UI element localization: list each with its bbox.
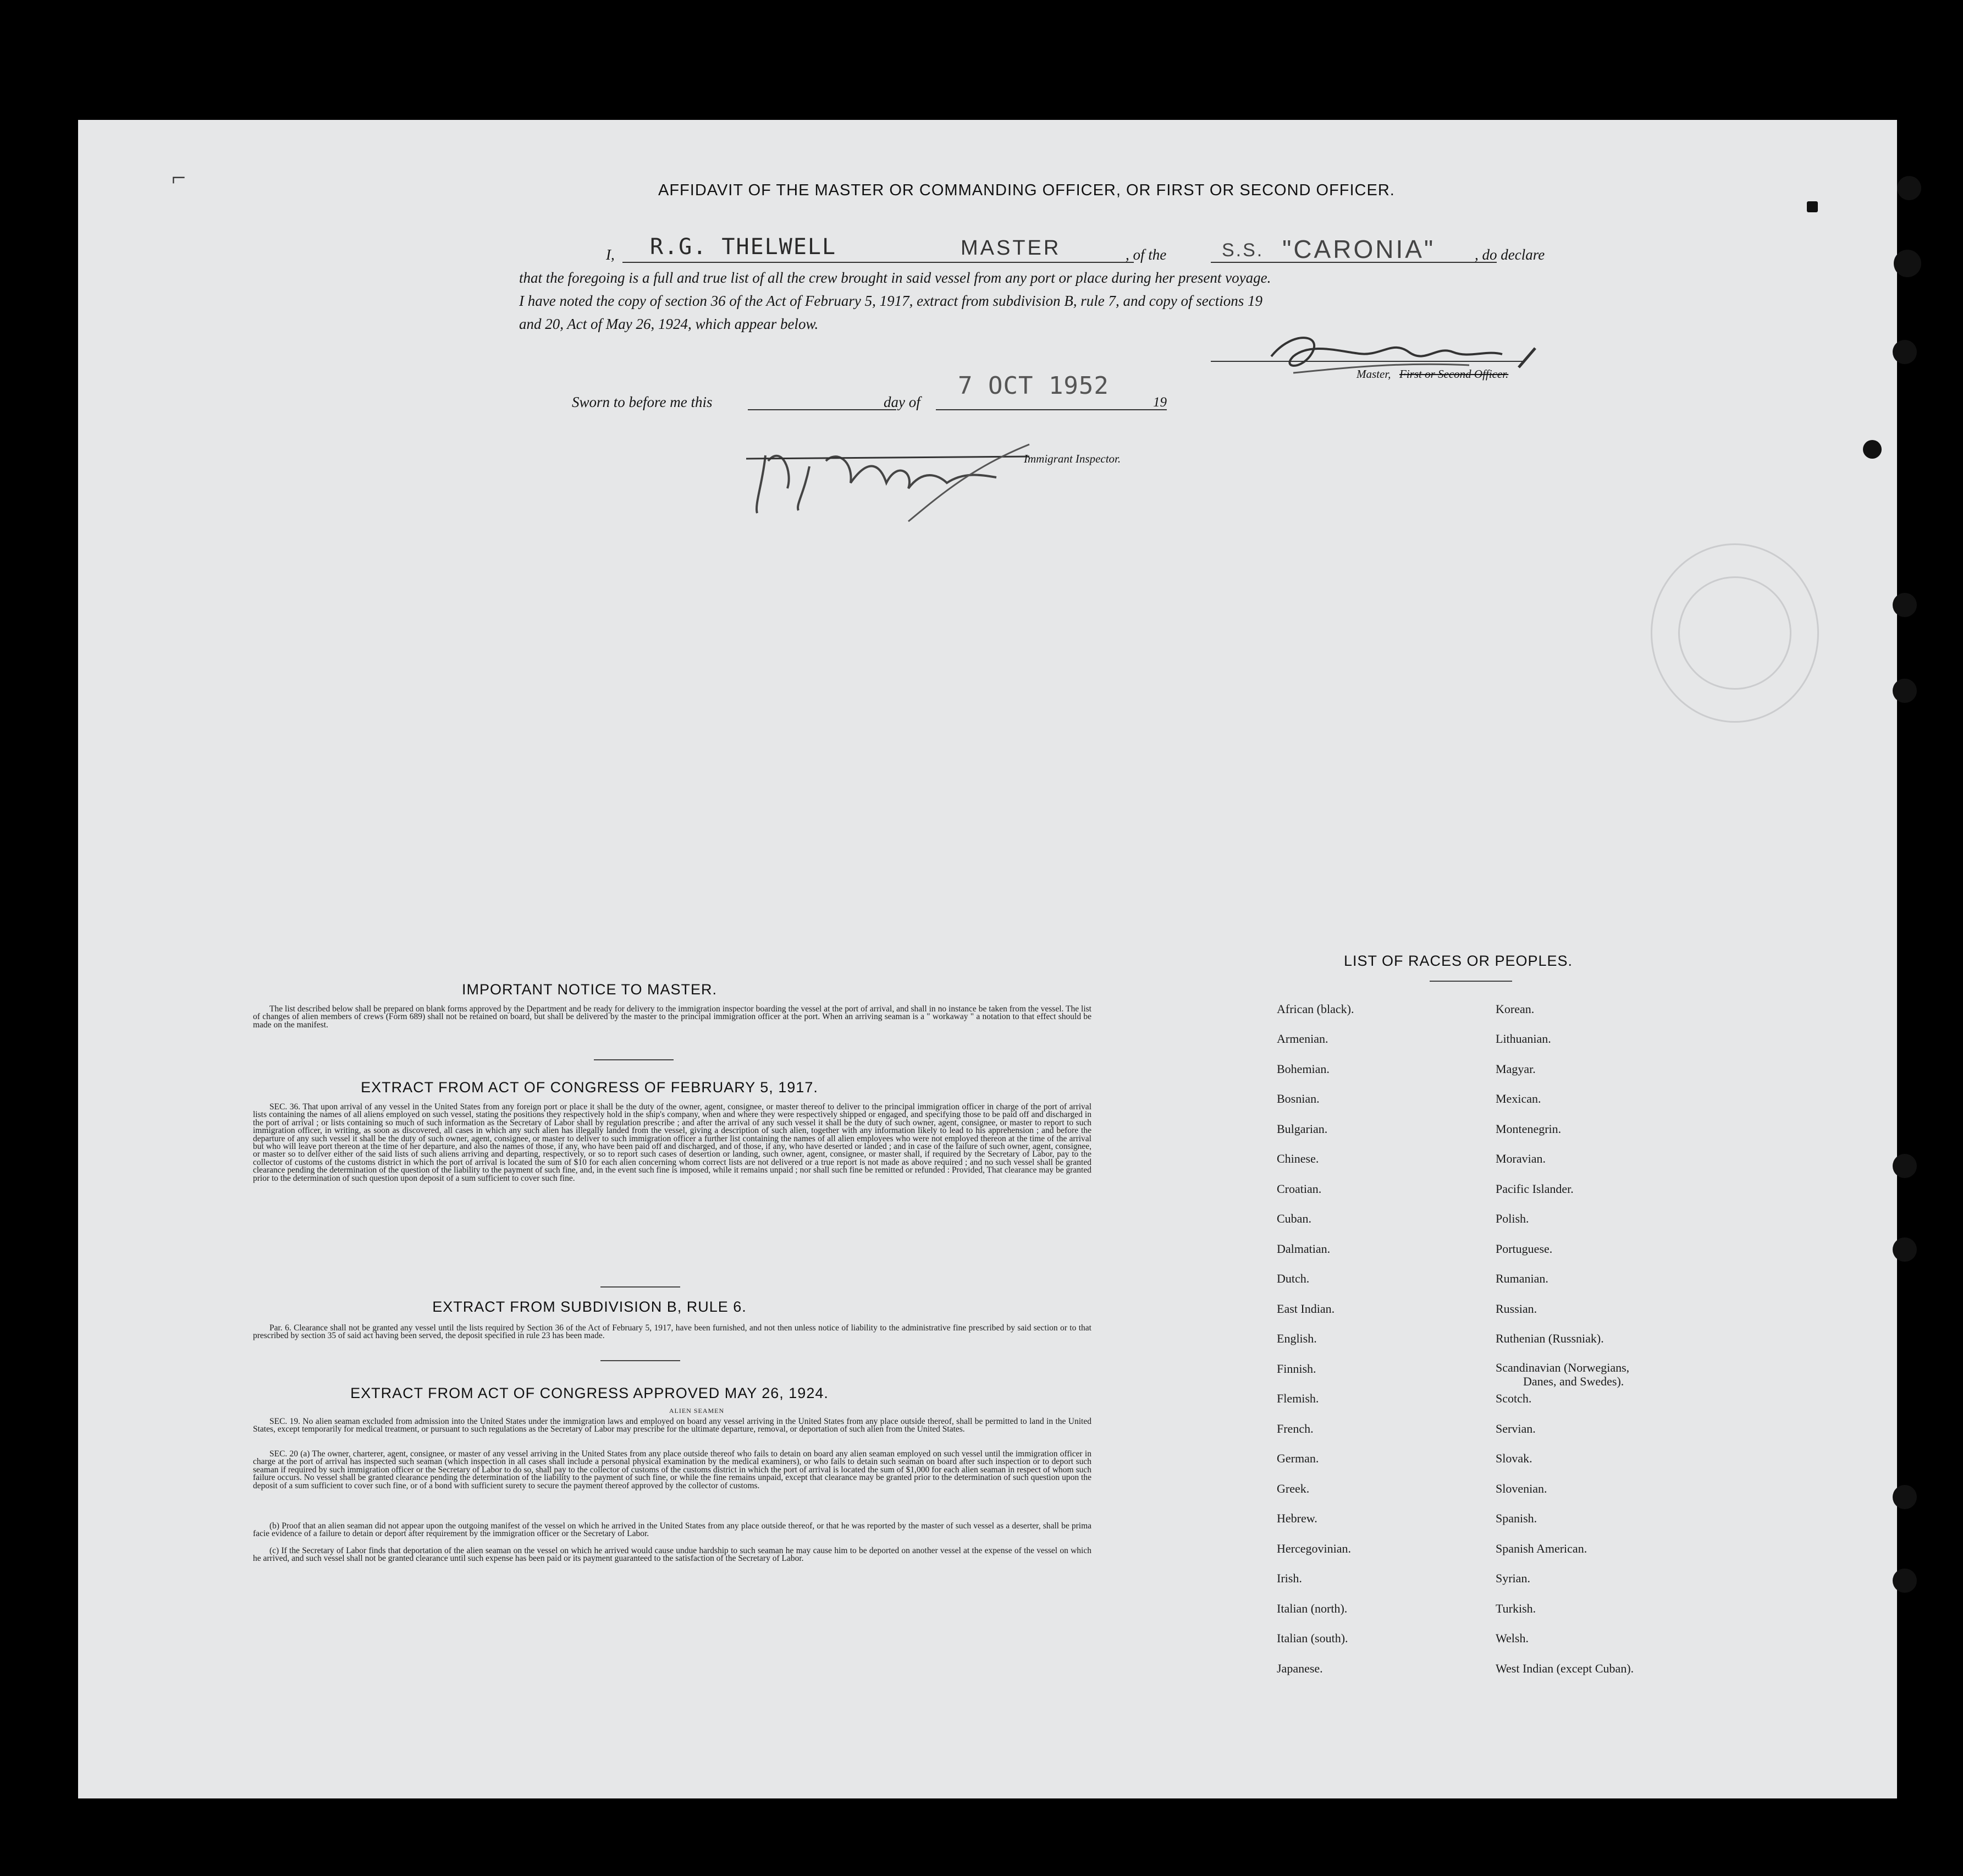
race-item: Dalmatian. [1277, 1242, 1331, 1256]
inspector-signature [743, 411, 1051, 527]
affidavit-title: AFFIDAVIT OF THE MASTER OR COMMANDING OFFICER, OR FIRST OR SECOND OFFICER. [658, 181, 1395, 199]
officer-name: R.G. THELWELL [650, 234, 837, 260]
inspector-caption: Immigrant Inspector. [1024, 452, 1121, 465]
punch-hole [1893, 1569, 1917, 1593]
affidavit-line2: that the foregoing is a full and true list of all the crew brought in said vessel from any port or place during her present voyage. [519, 269, 1271, 286]
race-item: Bosnian. [1277, 1092, 1320, 1105]
affidavit-line1-prefix: I, [606, 246, 615, 263]
extract-1924-para-19: SEC. 19. No alien seaman excluded from admission into the United States under the immigration laws and employed on board any vessel arriving in the United States from any place outside thereof, shall be permitted to land in the United States, except temporarily for medical treatment, or pursuant to such regulations as the Secretary of Labor may prescribe for the ultimate departure, removal, or deportation of such alien from the United States. [253, 1417, 1091, 1434]
race-item: Montenegrin. [1496, 1122, 1562, 1136]
race-item: Bulgarian. [1277, 1122, 1328, 1136]
race-item: Mexican. [1496, 1092, 1541, 1105]
extract-1917-title: EXTRACT FROM ACT OF CONGRESS OF FEBRUARY 5, 1917. [361, 1079, 818, 1096]
race-item: Cuban. [1277, 1212, 1311, 1225]
race-item: Slovak. [1496, 1451, 1532, 1465]
race-item: Japanese. [1277, 1662, 1323, 1675]
extract-1924-title: EXTRACT FROM ACT OF CONGRESS APPROVED MAY 26, 1924. [350, 1385, 829, 1401]
affidavit-of-the: , of the [1126, 246, 1167, 263]
extract-1917-divider [600, 1286, 680, 1288]
document-page [78, 120, 1897, 1798]
extract-1924-para-20b: (b) Proof that an alien seaman did not appear upon the outgoing manifest of the vessel on which he arrived in the United States from any place outside thereof, or that he was reported by the master of such vessel as a deserter, shall be prima facie evidence of a failure to detain or deport after requirement by the immigration officer or the Secretary of Labor. [253, 1521, 1091, 1539]
master-signature-line [1211, 361, 1524, 362]
race-item: Ruthenian (Russniak). [1496, 1332, 1604, 1345]
sworn-month-line [936, 409, 1167, 410]
officer-name-line [622, 262, 1134, 263]
race-item: Finnish. [1277, 1362, 1316, 1376]
race-item: West Indian (except Cuban). [1496, 1662, 1634, 1675]
race-item: Croatian. [1277, 1182, 1322, 1196]
extract-1924-para-20a: SEC. 20 (a) The owner, charterer, agent, consignee, or master of any vessel arriving in the United States from any place outside thereof who fails to detain on board any alien seaman employed on such vessel until the immigration officer in charge at the port of arrival has inspected such seaman (which inspection in all cases shall include a personal physical examination by the medical examiners), or who fails to detain such seaman on board after such inspection or to deport such seaman if required by such immigration officer or the Secretary of Labor to do so, shall pay to the collector of customs of the customs district in which the port of arrival is located the sum of $1,000 for each alien seaman in respect of whom such failure occurs. No vessel shall be granted clearance pending the determination of the liability to the payment of such fine, or while the fine remains unpaid, except that clearance may be granted prior to the determination of such question upon the deposit of a sum sufficient to cover such fine, or of a bond with sufficient surety to secure the payment thereof approved by the collector of customs. [253, 1449, 1091, 1490]
punch-hole [1863, 440, 1882, 459]
punch-hole [1893, 1154, 1917, 1178]
punch-hole-small [1807, 201, 1818, 212]
race-item: Korean. [1496, 1002, 1535, 1016]
race-item: Syrian. [1496, 1571, 1530, 1585]
sworn-year: 19 [1153, 395, 1167, 410]
race-item: Rumanian. [1496, 1272, 1548, 1285]
race-item: French. [1277, 1422, 1314, 1435]
affidavit-line4: and 20, Act of May 26, 1924, which appear below. [519, 316, 819, 332]
race-item: Hebrew. [1277, 1511, 1317, 1525]
punch-hole [1894, 250, 1921, 277]
subdivision-b-divider [600, 1360, 680, 1361]
races-divider [1430, 981, 1512, 982]
race-item: Spanish. [1496, 1511, 1537, 1525]
extract-1924-subtitle: ALIEN SEAMEN [669, 1407, 725, 1415]
race-item: German. [1277, 1451, 1319, 1465]
race-item: Flemish. [1277, 1391, 1319, 1405]
affidavit-do-declare: , do declare [1475, 246, 1545, 263]
races-title: LIST OF RACES OR PEOPLES. [1343, 953, 1573, 969]
officer-rank: MASTER [961, 236, 1061, 260]
race-item-continuation: Danes, and Swedes). [1523, 1374, 1624, 1388]
affidavit-line3: I have noted the copy of section 36 of the Act of February 5, 1917, extract from subdivision B, rule 7, and copy of sections 19 [519, 293, 1262, 309]
race-item: Spanish American. [1496, 1542, 1587, 1555]
subdivision-b-body: Par. 6. Clearance shall not be granted any vessel until the lists required by Section 36 of the Act of February 5, 1917, have been furnished, and not then unless notice of liability to the administrative fine prescribed by said section or to that prescribed by section 35 of said act having been served, the deposit specified in rule 23 has been made. [253, 1323, 1091, 1341]
race-item: Magyar. [1496, 1062, 1536, 1076]
punch-hole [1893, 340, 1917, 364]
race-item: Servian. [1496, 1422, 1536, 1435]
extract-1917-body: SEC. 36. That upon arrival of any vessel in the United States from any foreign port or place it shall be the duty of the owner, agent, consignee, or master thereof to deliver to the principal immigration officer in charge of the port of arrival lists containing the names of all aliens employed on such vessel, stating the positions they respectively hold in the ship's company, when and where they were respectively shipped or engaged, and specifying those to be paid off and discharged in the port of arrival ; or lists containing so much of such information as the Secretary of Labor shall by regulation prescribe ; and after the arrival of any such vessel it shall be the duty of such owner, agent, consignee, or master to report to such immigration officer, in writing, as soon as discovered, all cases in which any such alien has illegally landed from the vessel, giving a description of such alien, together with any information likely to lead to his apprehension ; and before the departure of any such vessel it shall be the duty of such owner, agent, consignee, or master to deliver to such immigration officer a further list containing the names of all alien employees who were not employed thereon at the time of the arrival but who will leave port thereon at the time of her departure, and also the names of those, if any, who have been paid off and discharged, and of those, if any, who have deserted or landed ; and in case of the failure of such owner, agent, consignee, or master so to deliver either of the said lists of such aliens arriving and departing, respectively, or so to report such cases of desertion or landing, such owner, agent, consignee, or master shall, if required by the Secretary of Labor, pay to the collector of customs of the customs district in which the port of arrival is located the sum of $10 for each alien concerning whom correct lists are not delivered or a true report is not made as above required ; and no such vessel shall be granted clearance pending the determination of the question of the liability to the payment of such fine, and, in the event such fine is imposed, while it remains unpaid ; nor shall such fine be remitted or refunded : Provided, That clearance may be granted prior to the determination of such question upon deposit of a sum sufficient to cover such fine. [253, 1102, 1091, 1183]
race-item: African (black). [1277, 1002, 1354, 1016]
notice-body: The list described below shall be prepared on blank forms approved by the Department and be ready for delivery to the immigration inspector boarding the vessel at the port of arrival, and shall in no instance be taken from the vessel. The list of changes of alien members of crews (Form 689) shall not be retained on board, but shall be delivered by the master to the principal immigration officer at the port. When an arriving seaman is a " workaway " a notation to that effect should be made on the manifest. [253, 1004, 1091, 1030]
race-item: Slovenian. [1496, 1482, 1547, 1495]
race-item: Irish. [1277, 1571, 1302, 1585]
race-item: Bohemian. [1277, 1062, 1330, 1076]
master-caption-b: First or Second Officer. [1399, 367, 1509, 381]
ship-name-line [1211, 262, 1497, 263]
sworn-day-of: day of [884, 394, 920, 410]
race-item: Moravian. [1496, 1152, 1546, 1165]
race-item: Dutch. [1277, 1272, 1310, 1285]
subdivision-b-title: EXTRACT FROM SUBDIVISION B, RULE 6. [432, 1299, 747, 1315]
punch-hole [1897, 176, 1921, 200]
race-item: Italian (north). [1277, 1602, 1348, 1615]
race-item: Hercegovinian. [1277, 1542, 1351, 1555]
punch-hole [1893, 679, 1917, 703]
race-item: Pacific Islander. [1496, 1182, 1574, 1196]
race-item: Russian. [1496, 1302, 1537, 1316]
race-item: Italian (south). [1277, 1631, 1348, 1645]
sworn-date-stamp: 7 OCT 1952 [958, 372, 1109, 400]
race-item: Greek. [1277, 1482, 1310, 1495]
race-item: Chinese. [1277, 1152, 1319, 1165]
page-corner-mark: ⌐ [172, 163, 186, 191]
notice-title: IMPORTANT NOTICE TO MASTER. [461, 981, 718, 998]
race-item: English. [1277, 1332, 1317, 1345]
punch-hole [1893, 1485, 1917, 1509]
ship-prefix: S.S. [1222, 240, 1264, 261]
faint-stamp-inner [1678, 576, 1791, 690]
race-item: Scotch. [1496, 1391, 1532, 1405]
race-item: Welsh. [1496, 1631, 1529, 1645]
race-item: Armenian. [1277, 1032, 1328, 1046]
race-item: East Indian. [1277, 1302, 1335, 1316]
sworn-prefix: Sworn to before me this [572, 394, 713, 410]
sworn-day-line [748, 409, 896, 410]
ship-name: "CARONIA" [1282, 235, 1436, 263]
race-item: Turkish. [1496, 1602, 1536, 1615]
master-caption-a: Master, [1357, 367, 1394, 381]
punch-hole [1893, 1237, 1917, 1262]
race-item: Portuguese. [1496, 1242, 1553, 1256]
race-item: Lithuanian. [1496, 1032, 1551, 1046]
extract-1924-para-20c: (c) If the Secretary of Labor finds that deportation of the alien seaman on the vessel on which he arrived would cause undue hardship to such seaman he may cause him to be deported on another vessel at the expense of the vessel on which he arrived, and such vessel shall not be granted clearance until such expense has been paid or its payment guaranteed to the satisfaction of the Secretary of Labor. [253, 1546, 1091, 1564]
punch-hole [1893, 593, 1917, 617]
notice-divider [594, 1059, 674, 1060]
race-item: Scandinavian (Norwegians, [1496, 1361, 1630, 1374]
race-item: Polish. [1496, 1212, 1529, 1225]
